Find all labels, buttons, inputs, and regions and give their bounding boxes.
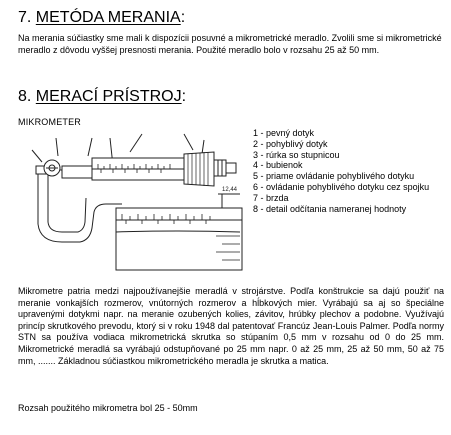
- section-8-heading: [18, 88, 186, 106]
- section-7-heading: [18, 9, 185, 27]
- legend-item: 6 - ovládanie pohyblivého dotyku cez spojku: [253, 181, 430, 192]
- legend-item: 1 - pevný dotyk: [253, 128, 315, 138]
- dimension-label: 12,44: [222, 187, 238, 193]
- section-7-text: Na merania súčiastky sme mali k dispozícii posuvné a mikrometrické meradlo. Zvolili sme si mikrometrické meradlo z dôvodu vyššej presnosti merania. Použité meradlo bolo v rozsahu 25 až 50 mm.: [18, 33, 442, 55]
- legend-item: 8 - detail odčítania nameranej hodnoty: [253, 203, 407, 214]
- legend-item: 2 - pohyblivý dotyk: [253, 138, 328, 149]
- micrometer-drawing: [18, 128, 250, 278]
- parts-legend: [253, 128, 443, 214]
- section-8-colon: :: [181, 88, 187, 105]
- legend-item: 3 - rúrka so stupnicou: [253, 149, 340, 160]
- range-note: Rozsah použitého mikrometra bol 25 - 50mm: [18, 403, 198, 413]
- section-7-title: METÓDA MERANIA: [35, 9, 181, 26]
- legend-item: 4 - bubienok: [253, 160, 303, 171]
- legend-item: 7 - brzda: [253, 192, 289, 203]
- section-8-number: 8.: [18, 88, 32, 105]
- legend-item: 5 - priame ovládanie pohyblivého dotyku: [253, 171, 415, 182]
- figure-label: MIKROMETER: [18, 117, 82, 127]
- section-7-number: 7.: [18, 9, 32, 26]
- section-8-title: MERACÍ PRÍSTROJ: [35, 88, 182, 105]
- section-8-paragraph: Mikrometre patria medzi najpoužívanejšie meradlá v strojárstve. Podľa konštrukcie sa dajú použiť na meranie vonkajších rozmerov, vnútorných rozmerov a hĺbkových mier. Vyrábajú sa aj so špeciálne upravenými dotykmi napr. na meranie ozubených kolies, závitov, hrúbky plechov a podobne. Využívajú princíp skrutkového prevodu, ktorý si v roku 1948 dal patentovať Francúz Jean-Louis Palmer. Podľa normy STN sa používa vodiaca mikrometrická skrutka so stúpaním 0,5 mm v rozsahu od 0 do 25 mm. Mikrometrické meradlá sa vyrábajú odstupňované po 25 mm napr. 0 až 25 mm, 25 až 50 mm, 50 až 75 mm, ....... Základnou súčiastkou mikrometrického meradla je skrutka a matica.: [18, 286, 444, 366]
- section-7-colon: :: [180, 9, 186, 26]
